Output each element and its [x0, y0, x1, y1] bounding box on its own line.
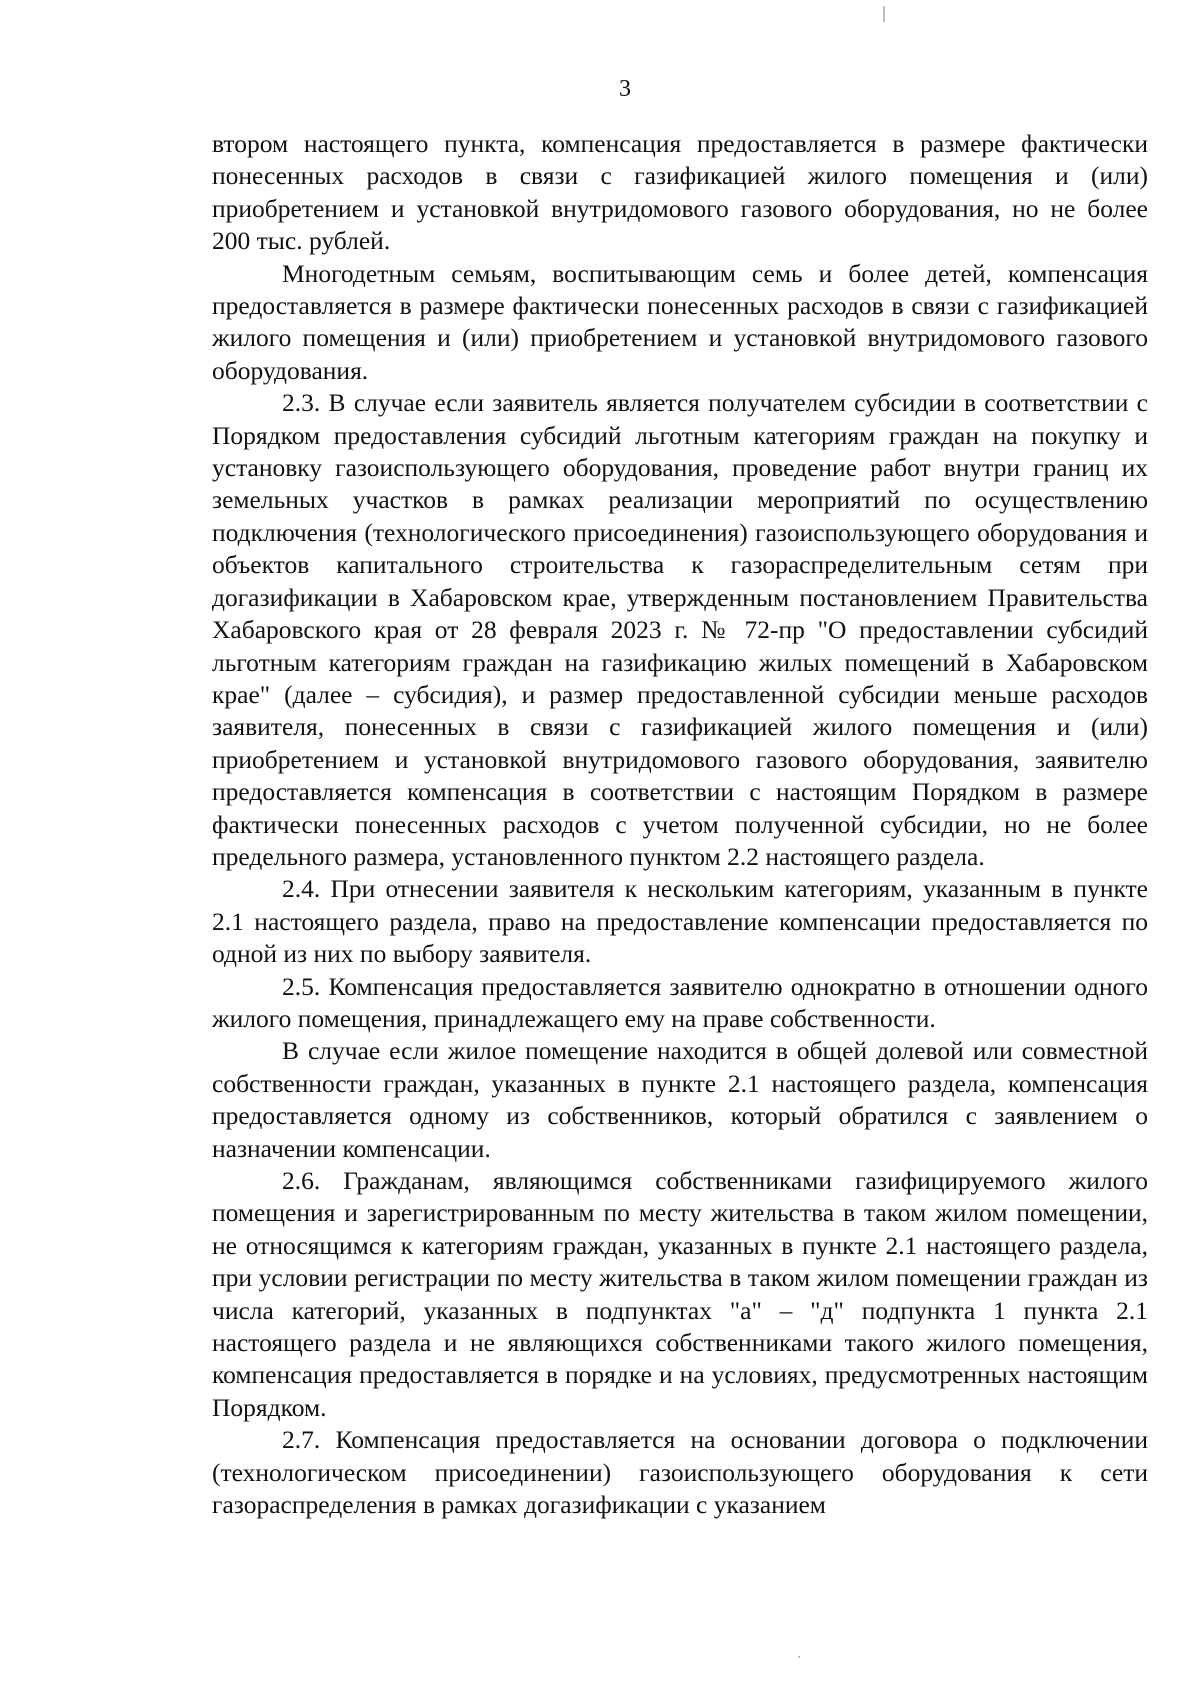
paragraph-continuation: втором настоящего пункта, компенсация предоставляется в размере фактически понесенных расходов в связи с газификацией жилого помещения и (или) приобретением и установкой внутридомового газового оборудования, но не более 200 тыс. рублей.: [212, 129, 1148, 256]
document-body: [212, 128, 1148, 1521]
scan-artifact-mark: [883, 6, 885, 22]
paragraph-shared-ownership: В случае если жилое помещение находится в общей долевой или совместной собственности граждан, указанных в пункте 2.1 настоящего раздела, компенсация предоставляется одному из собственников, который обратился с заявлением о назначении компенсации.: [212, 1036, 1148, 1163]
paragraph-2-6: 2.6. Гражданам, являющимся собственниками газифицируемого жилого помещения и зарегистрированным по месту жительства в таком жилом помещении, не относящимся к категориям граждан, указанных в пункте 2.1 настоящего раздела, при условии регистрации по месту жительства в таком жилом помещении граждан из числа категорий, указанных в подпунктах "а" – "д" подпункта 1 пункта 2.1 настоящего раздела и не являющихся собственниками такого жилого помещения, компенсация предоставляется в порядке и на условиях, предусмотренных настоящим Порядком.: [212, 1166, 1148, 1422]
paragraph-2-3: 2.3. В случае если заявитель является получателем субсидии в соответствии с Порядком предоставления субсидий льготным категориям граждан на покупку и установку газоиспользующего оборудования, проведение работ внутри границ их земельных участков в рамках реализации мероприятий по осуществлению подключения (технологического присоединения) газоиспользующего оборудования и объектов капитального строительства к газораспределительным сетям при догазификации в Хабаровском крае, утвержденным постановлением Правительства Хабаровского края от 28 февраля 2023 г. № 72-пр "О предоставлении субсидий льготным категориям граждан на газификацию жилых помещений в Хабаровском крае" (далее – субсидия), и размер предоставленной субсидии меньше расходов заявителя, понесенных в связи с газификацией жилого помещения и (или) приобретением и установкой внутридомового газового оборудования, заявителю предоставляется компенсация в соответствии с настоящим Порядком в размере фактически понесенных расходов с учетом полученной субсидии, но не более предельного размера, установленного пунктом 2.2 настоящего раздела.: [212, 388, 1148, 871]
paragraph-large-families: Многодетным семьям, воспитывающим семь и более детей, компенсация предоставляется в размере фактически понесенных расходов в связи с газификацией жилого помещения и (или) приобретением и установкой внутридомового газового оборудования.: [212, 258, 1148, 385]
paragraph-2-4: 2.4. При отнесении заявителя к нескольким категориям, указанным в пункте 2.1 настоящего раздела, право на предоставление компенсации предоставляется по одной из них по выбору заявителя.: [212, 874, 1148, 969]
scan-artifact-dot: [798, 1656, 800, 1658]
paragraph-2-5: 2.5. Компенсация предоставляется заявителю однократно в отношении одного жилого помещения, принадлежащего ему на праве собственности.: [212, 971, 1148, 1033]
page-number: 3: [619, 76, 631, 102]
paragraph-2-7: 2.7. Компенсация предоставляется на основании договора о подключении (технологическом присоединении) газоиспользующего оборудования к сети газораспределения в рамках догазификации с указанием: [212, 1425, 1148, 1520]
